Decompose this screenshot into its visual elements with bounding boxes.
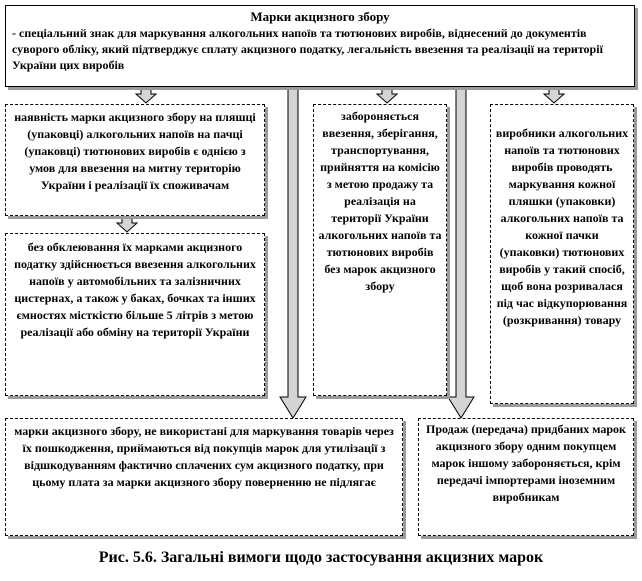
presence-text: наявність марки акцизного збору на пляшці (упаковці) алкогольних напоїв на пачці (упаковці) тютюнових виробів є однією з умов для ввезення на митну територію України і реалізації їх споживачам	[14, 110, 256, 192]
arrow-presence-to-tanks	[117, 217, 137, 232]
unused-stamps-box	[5, 418, 403, 536]
sale-prohibited-text: Продаж (передача) придбаних марок акцизного збору одним покупцем марок іншому забороняється, крім передачі імпортерами іноземним виробникам	[426, 422, 626, 504]
tanks-box	[5, 233, 265, 396]
prohibited-box	[313, 104, 447, 396]
producers-text: виробники алкогольних напоїв та тютюнових виробів проводять маркування кожної пляшки (упаковки) алкогольних напоїв та кожної пачки (упаковки) тютюнових виробів у такий спосіб, щоб вона розривалася під час відкупорювання (розкривання) товару	[495, 126, 629, 327]
figure-caption: Рис. 5.6. Загальні вимоги щодо застосування акцизних марок	[98, 549, 544, 566]
arrow-top-to-prohibited	[377, 88, 397, 103]
unused-stamps-text: марки акцизного збору, не використані для маркування товарів через їх пошкодження, приймаються від покупців марок для утилізації з відшкодуванням фактично сплачених сум акцизного податку, при цьому плата за марки акцизного збору поверненню не підлягає	[14, 424, 394, 489]
top-box-title: Марки акцизного збору	[250, 9, 390, 24]
arrow-top-to-presence	[136, 88, 156, 103]
arrow-top-to-producers	[544, 88, 564, 103]
tanks-text: без обклеювання їх марками акцизного податку здійснюється ввезення алкогольних напоїв у автомобільних та залізничних цистернах, а також у баках, бочках та інших ємностях місткістю більше 5 літрів з метою реалізації або обміну на території України	[14, 240, 256, 339]
arrow-top-to-unused	[280, 88, 306, 418]
presence-box	[5, 104, 265, 216]
sale-prohibited-box	[418, 418, 634, 536]
arrow-top-to-sale	[448, 88, 474, 418]
prohibited-text: забороняється ввезення, зберігання, транспортування, прийняття на комісію з метою продажу та реалізація на території України алкогольних напоїв та тютюнових виробів без марок акцизного збору	[318, 109, 442, 293]
top-box-text: - спеціальний знак для маркування алкогольних напоїв та тютюнових виробів, віднесений до документів суворого обліку, який підтверджує сплату акцизного податку, легальність ввезення та реалізації на території України цих виробів	[12, 26, 603, 72]
top-definition-box	[5, 5, 635, 87]
producers-box	[490, 104, 634, 404]
